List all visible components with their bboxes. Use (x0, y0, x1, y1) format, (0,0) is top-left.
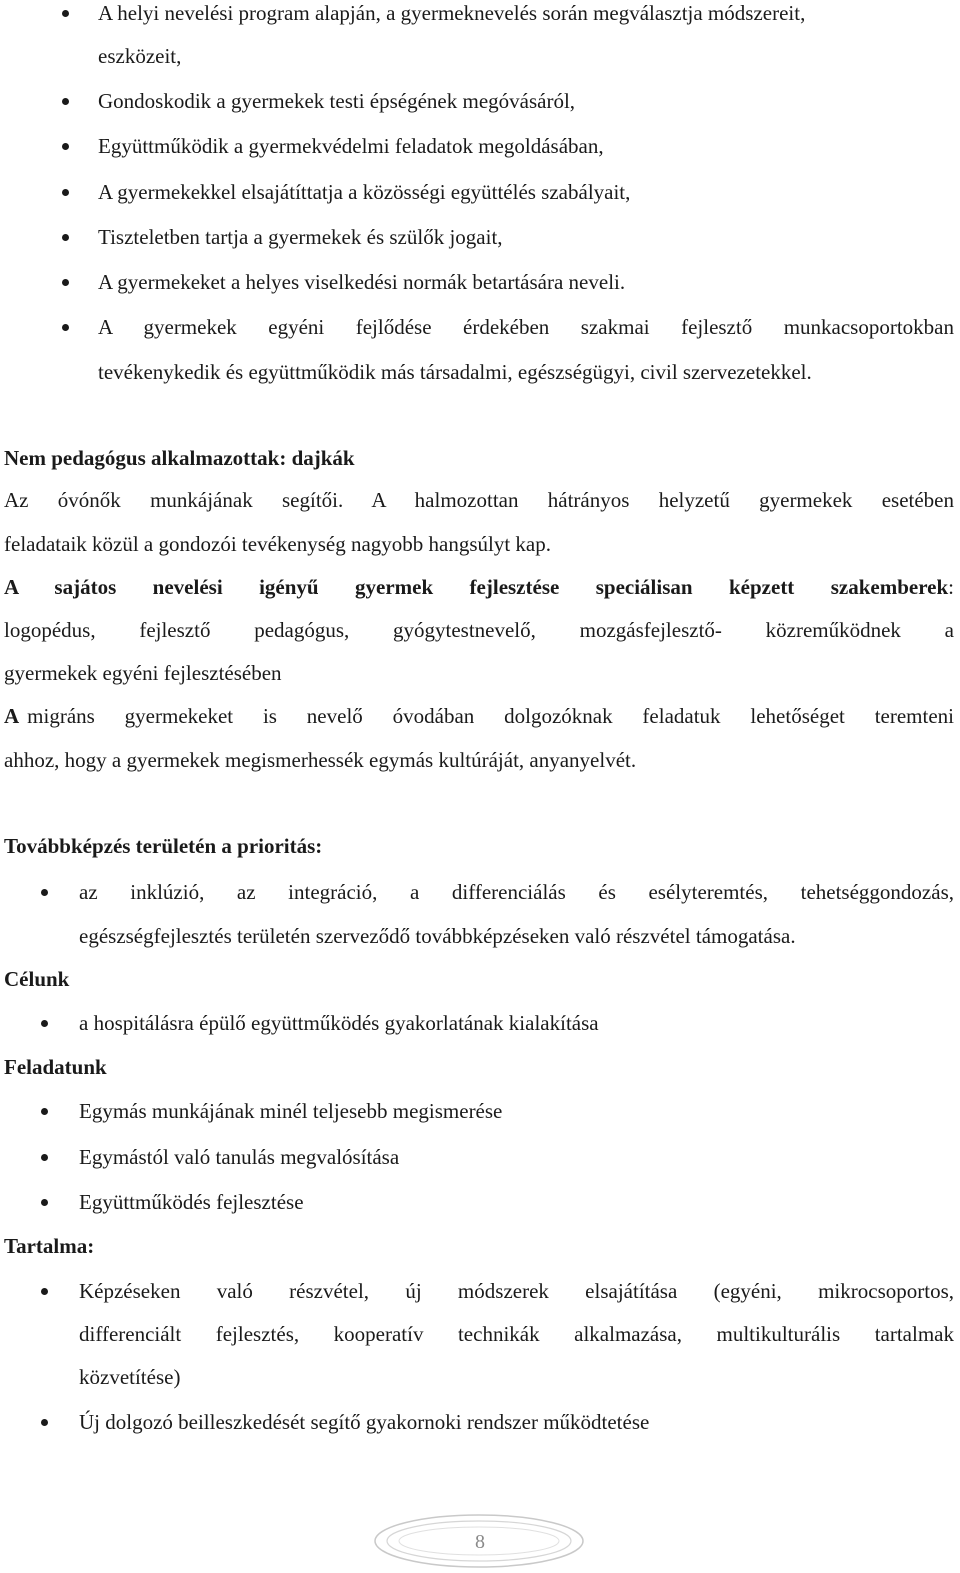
migrans-line-2: ahhoz, hogy a gyermekek megismerhessék egymás kultúráját, anyanyelvét. (4, 748, 637, 772)
list-item: A gyermekeket a helyes viselkedési normák betartására neveli. (98, 270, 626, 294)
sni-line-2 (4, 620, 954, 641)
bullet-icon (62, 10, 69, 17)
tartalma-text: Képzéseken való részvétel, új módszerek elsajátítása (egyéni, mikrocsoportos, (79, 1279, 954, 1303)
section-heading-celunk: Célunk (4, 967, 70, 991)
feladatunk-item: Egymás munkájának minél teljesebb megismerése (79, 1099, 503, 1123)
list-item: A gyermekekkel elsajátíttatja a közösségi együttélés szabályait, (98, 180, 631, 204)
bullet-icon (62, 189, 69, 196)
feladatunk-item: Egymástól való tanulás megvalósítása (79, 1145, 400, 1169)
tartalma-item-line (79, 1281, 954, 1302)
bullet-icon (41, 1108, 48, 1115)
list-item-justified (98, 317, 954, 338)
bullet-icon (41, 1288, 48, 1295)
bullet-icon (62, 279, 69, 286)
migrans-first-word: A (4, 704, 20, 728)
sni-line-1 (4, 577, 954, 598)
list-item: Együttműködik a gyermekvédelmi feladatok megoldásában, (98, 134, 604, 158)
sni-text: logopédus, fejlesztő pedagógus, gyógytestnevelő, mozgásfejlesztő- közreműködnek a (4, 618, 954, 642)
paragraph-line (4, 490, 954, 511)
list-item-continuation: tevékenykedik és együttműködik más társadalmi, egészségügyi, civil szervezetekkel. (98, 360, 812, 384)
migrans-text: migráns gyermekeket is nevelő óvodában dolgozóknak feladatuk lehetőséget teremteni (27, 704, 954, 728)
bullet-icon (41, 1154, 48, 1161)
bullet-icon (62, 143, 69, 150)
page-number: 8 (475, 1531, 485, 1553)
sni-line-3: gyermekek egyéni fejlesztésében (4, 661, 282, 685)
bullet-icon (41, 1199, 48, 1206)
bullet-icon (62, 98, 69, 105)
paragraph-line: feladataik közül a gondozói tevékenység nagyobb hangsúlyt kap. (4, 532, 552, 556)
list-item-text: A gyermekek egyéni fejlődése érdekében szakmai fejlesztő munkacsoportokban (98, 315, 954, 339)
list-item-continuation: eszközeit, (98, 44, 182, 68)
list-item: Tiszteletben tartja a gyermekek és szülők jogait, (98, 225, 503, 249)
bullet-icon (41, 889, 48, 896)
sni-bold-text: A sajátos nevelési igényű gyermek fejlesztése speciálisan képzett szakemberek (4, 575, 949, 599)
section-heading-training: Továbbképzés területén a prioritás: (4, 834, 323, 858)
sni-colon: : (948, 575, 954, 599)
section-heading-nonped: Nem pedagógus alkalmazottak: dajkák (4, 446, 355, 470)
bullet-icon (41, 1020, 48, 1027)
bullet-icon (41, 1419, 48, 1426)
training-bullet-continuation: egészségfejlesztés területén szerveződő továbbképzéseken való részvétel támogatása. (79, 924, 796, 948)
celunk-item: a hospitálásra épülő együttműködés gyakorlatának kialakítása (79, 1011, 599, 1035)
section-heading-feladatunk: Feladatunk (4, 1055, 107, 1079)
migrans-line-1 (4, 706, 954, 727)
bullet-icon (62, 324, 69, 331)
feladatunk-item: Együttműködés fejlesztése (79, 1190, 304, 1214)
tartalma-item: Új dolgozó beilleszkedését segítő gyakornoki rendszer működtetése (79, 1410, 650, 1434)
paragraph-text: Az óvónők munkájának segítői. A halmozottan hátrányos helyzetű gyermekek esetében (4, 488, 954, 512)
training-text: az inklúzió, az integráció, a differenciálás és esélyteremtés, tehetséggondozás, (79, 880, 954, 904)
tartalma-item-line (79, 1324, 954, 1345)
bullet-icon (62, 234, 69, 241)
list-item: Gondoskodik a gyermekek testi épségének megóvásáról, (98, 89, 576, 113)
section-heading-tartalma: Tartalma: (4, 1234, 95, 1258)
list-item: A helyi nevelési program alapján, a gyermeknevelés során megválasztja módszereit, (98, 1, 806, 25)
tartalma-item-continuation: közvetítése) (79, 1365, 181, 1389)
tartalma-text: differenciált fejlesztés, kooperatív technikák alkalmazása, multikulturális tartalmak (79, 1322, 954, 1346)
training-bullet-line (79, 882, 954, 903)
